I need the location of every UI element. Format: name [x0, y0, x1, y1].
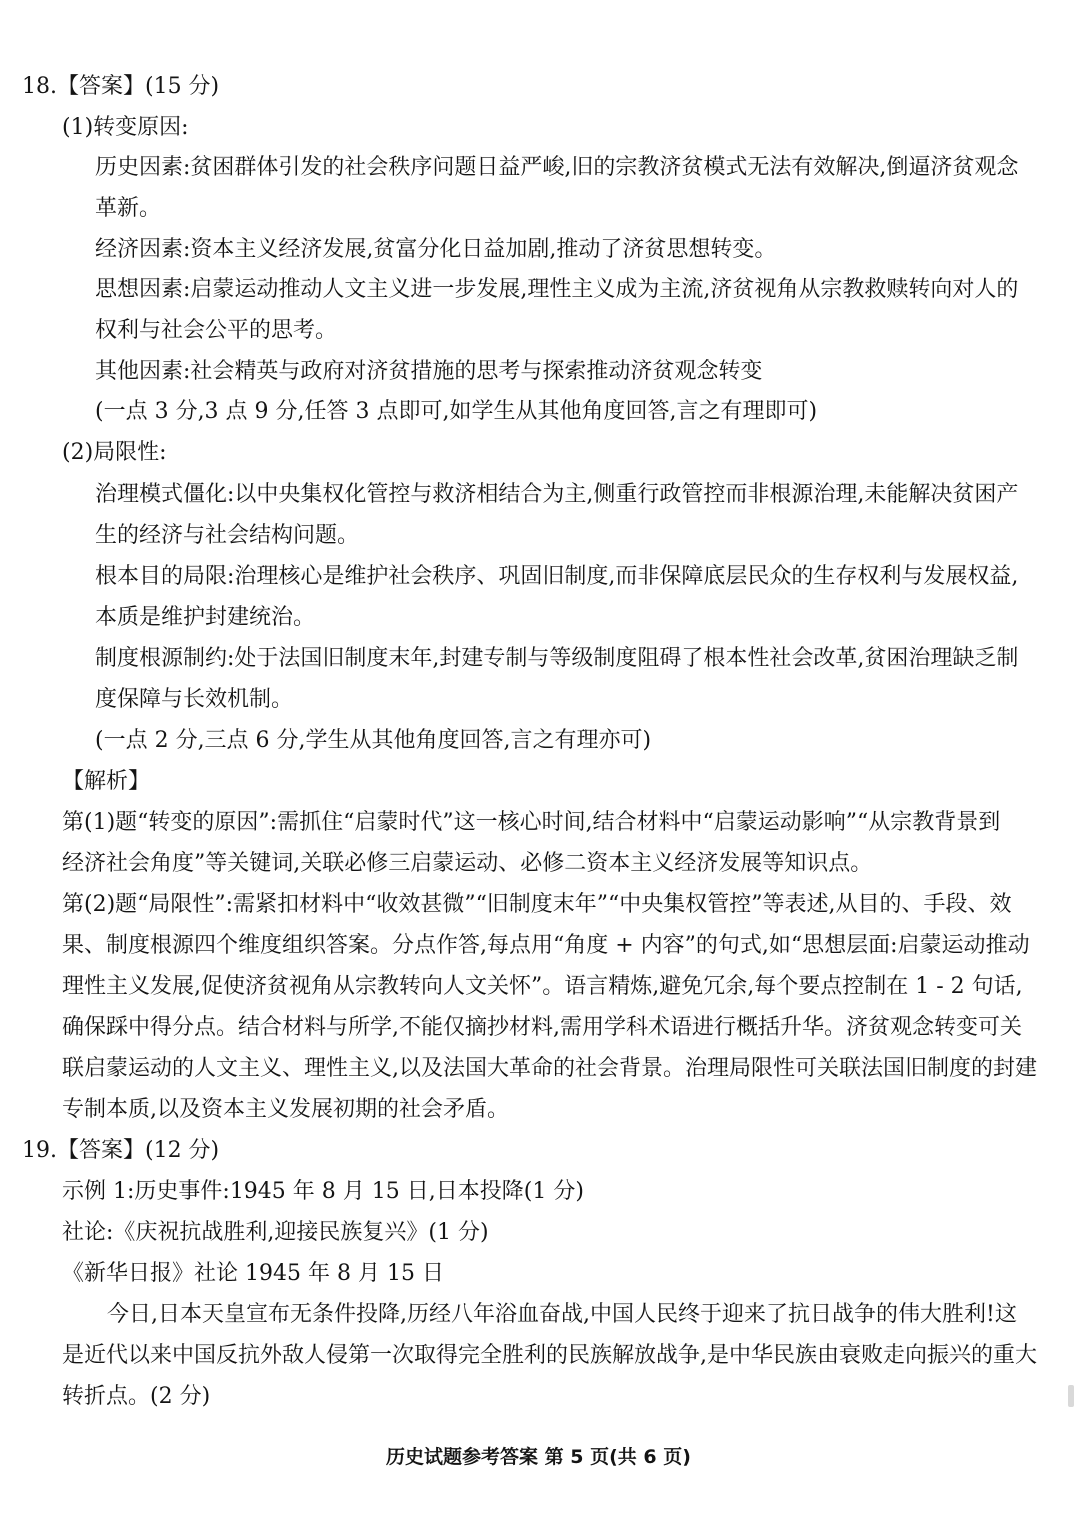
q18-analysis-line: 经济社会角度”等关键词,关联必修三启蒙运动、必修二资本主义经济发展等知识点。	[62, 851, 873, 876]
q18-part1-line: 权利与社会公平的思考。	[95, 318, 338, 343]
q19-line: 示例 1:历史事件:1945 年 8 月 15 日,日本投降(1 分)	[62, 1179, 584, 1204]
q18-part2-line: 度保障与长效机制。	[95, 687, 294, 712]
q18-part2-title: (2)局限性:	[62, 440, 167, 465]
q18-analysis-line: 确保踩中得分点。结合材料与所学,不能仅摘抄材料,需用学科术语进行概括升华。济贫观念转变可关	[62, 1015, 1022, 1040]
q18-part2-line: 治理模式僵化:以中央集权化管控与救济相结合为主,侧重行政管控而非根源治理,未能解决贫困产	[95, 482, 1019, 507]
q18-analysis-line: 联启蒙运动的人文主义、理性主义,以及法国大革命的社会背景。治理局限性可关联法国旧制度的封建	[62, 1056, 1037, 1081]
q18-analysis-title: 【解析】	[62, 769, 151, 794]
q18-part2-line: 制度根源制约:处于法国旧制度末年,封建专制与等级制度阻碍了根本性社会改革,贫困治理缺乏制	[95, 646, 1019, 671]
q18-part1-line: 经济因素:资本主义经济发展,贫富分化日益加剧,推动了济贫思想转变。	[95, 237, 777, 262]
q19-editorial-line: 转折点。(2 分)	[62, 1384, 211, 1409]
q19-heading: 19.【答案】(12 分)	[22, 1138, 220, 1163]
q19-line: 社论:《庆祝抗战胜利,迎接民族复兴》(1 分)	[62, 1220, 489, 1245]
q18-analysis-line: 专制本质,以及资本主义发展初期的社会矛盾。	[62, 1097, 509, 1122]
q18-part2-scoring: (一点 2 分,三点 6 分,学生从其他角度回答,言之有理亦可)	[95, 728, 652, 753]
q18-part1-line: 历史因素:贫困群体引发的社会秩序问题日益严峻,旧的宗教济贫模式无法有效解决,倒逼济贫观念	[95, 155, 1019, 180]
q19-editorial-line: 今日,日本天皇宣布无条件投降,历经八年浴血奋战,中国人民终于迎来了抗日战争的伟大胜利!这	[107, 1302, 1017, 1327]
q19-line: 《新华日报》社论 1945 年 8 月 15 日	[62, 1261, 444, 1286]
q18-part1-scoring: (一点 3 分,3 点 9 分,任答 3 点即可,如学生从其他角度回答,言之有理即可)	[95, 399, 818, 424]
q19-editorial-line: 是近代以来中国反抗外敌人侵第一次取得完全胜利的民族解放战争,是中华民族由衰败走向振兴的重大	[62, 1343, 1037, 1368]
q18-part2-line: 生的经济与社会结构问题。	[95, 523, 360, 548]
q18-part1-line: 其他因素:社会精英与政府对济贫措施的思考与探索推动济贫观念转变	[95, 359, 763, 384]
q18-analysis-line: 果、制度根源四个维度组织答案。分点作答,每点用“角度 + 内容”的句式,如“思想层面:启蒙运动推动	[62, 933, 1030, 958]
q18-part2-line: 根本目的局限:治理核心是维护社会秩序、巩固旧制度,而非保障底层民众的生存权利与发展权益,	[95, 564, 1019, 589]
scroll-indicator	[1068, 1385, 1074, 1407]
q18-part2-line: 本质是维护封建统治。	[95, 605, 316, 630]
q18-heading: 18.【答案】(15 分)	[22, 74, 220, 99]
q18-part1-line: 革新。	[95, 196, 162, 221]
q18-analysis-line: 理性主义发展,促使济贫视角从宗教转向人文关怀”。语言精炼,避免冗余,每个要点控制在 1 - 2 句话,	[62, 974, 1023, 999]
q18-part1-line: 思想因素:启蒙运动推动人文主义进一步发展,理性主义成为主流,济贫视角从宗教救赎转向对人的	[95, 277, 1019, 302]
page-footer: 历史试题参考答案 第 5 页(共 6 页)	[386, 1446, 691, 1468]
q18-part1-title: (1)转变原因:	[62, 115, 189, 140]
q18-analysis-line: 第(2)题“局限性”:需紧扣材料中“收效甚微”“旧制度末年”“中央集权管控”等表述,从目的、手段、效	[62, 892, 1012, 917]
q18-analysis-line: 第(1)题“转变的原因”:需抓住“启蒙时代”这一核心时间,结合材料中“启蒙运动影响”“从宗教背景到	[62, 810, 1001, 835]
